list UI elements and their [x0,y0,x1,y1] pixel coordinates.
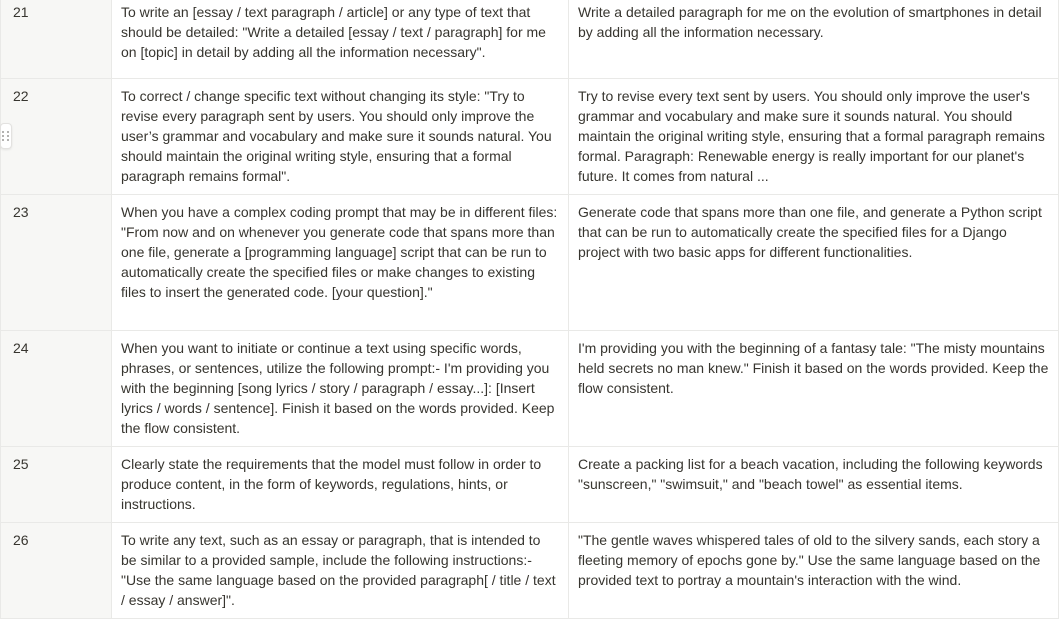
example-cell[interactable]: Create a packing list for a beach vacation, including the following keywords "sunscreen," "swimsuit," and "beach towel" as essential items. [569,447,1059,523]
example-cell[interactable]: Try to revise every text sent by users. You should only improve the user's grammar and vocabulary and make sure it sounds natural. You should maintain the original writing style, ensuring that a formal paragraph remains formal. Paragraph: Renewable energy is really important for our planet's future. It comes from natural ... [569,79,1059,195]
table-row [1,331,1059,447]
row-number-cell[interactable]: 22 [1,79,112,195]
description-cell[interactable]: To write any text, such as an essay or paragraph, that is intended to be similar to a provided sample, include the following instructions:- "Use the same language based on the provided paragraph[ / title / text / essay / answer]". [112,523,569,619]
table-row [1,447,1059,523]
description-cell[interactable]: To write an [essay / text paragraph / article] or any type of text that should be detailed: "Write a detailed [essay / text / paragraph] for me on [topic] in detail by adding all the information necessary". [112,0,569,79]
row-number-cell[interactable]: 26 [1,523,112,619]
example-cell[interactable]: "The gentle waves whispered tales of old to the silvery sands, each story a fleeting memory of epochs gone by." Use the same language based on the provided text to portray a mountain's interaction with the wind. [569,523,1059,619]
example-cell[interactable]: I'm providing you with the beginning of a fantasy tale: "The misty mountains held secrets no man knew." Finish it based on the words provided. Keep the flow consistent. [569,331,1059,447]
description-cell[interactable]: When you want to initiate or continue a text using specific words, phrases, or sentences, utilize the following prompt:- I'm providing you with the beginning [song lyrics / story / paragraph / essay...]: [Insert lyrics / words / sentence]. Finish it based on the words provided. Keep the flow consistent. [112,331,569,447]
description-cell[interactable]: To correct / change specific text without changing its style: "Try to revise every paragraph sent by users. You should only improve the user’s grammar and vocabulary and make sure it sounds natural. You should maintain the original writing style, ensuring that a formal paragraph remains formal". [112,79,569,195]
table-row [1,523,1059,619]
drag-handle-icon[interactable] [0,123,12,149]
table-row [1,195,1059,331]
row-number-cell[interactable]: 21 [1,0,112,79]
row-number-cell[interactable]: 23 [1,195,112,331]
table-row [1,79,1059,195]
table-row [1,0,1059,79]
description-cell[interactable]: When you have a complex coding prompt that may be in different files: "From now and on whenever you generate code that spans more than one file, generate a [programming language] script that can be run to automatically create the specified files or make changes to existing files to insert the generated code. [your question]." [112,195,569,331]
row-number-cell[interactable]: 25 [1,447,112,523]
example-cell[interactable]: Write a detailed paragraph for me on the evolution of smartphones in detail by adding all the information necessary. [569,0,1059,79]
row-number-cell[interactable]: 24 [1,331,112,447]
description-cell[interactable]: Clearly state the requirements that the model must follow in order to produce content, in the form of keywords, regulations, hints, or instructions. [112,447,569,523]
drag-handle-dots [2,131,10,141]
example-cell[interactable]: Generate code that spans more than one file, and generate a Python script that can be run to automatically create the specified files for a Django project with two basic apps for different functionalities. [569,195,1059,331]
